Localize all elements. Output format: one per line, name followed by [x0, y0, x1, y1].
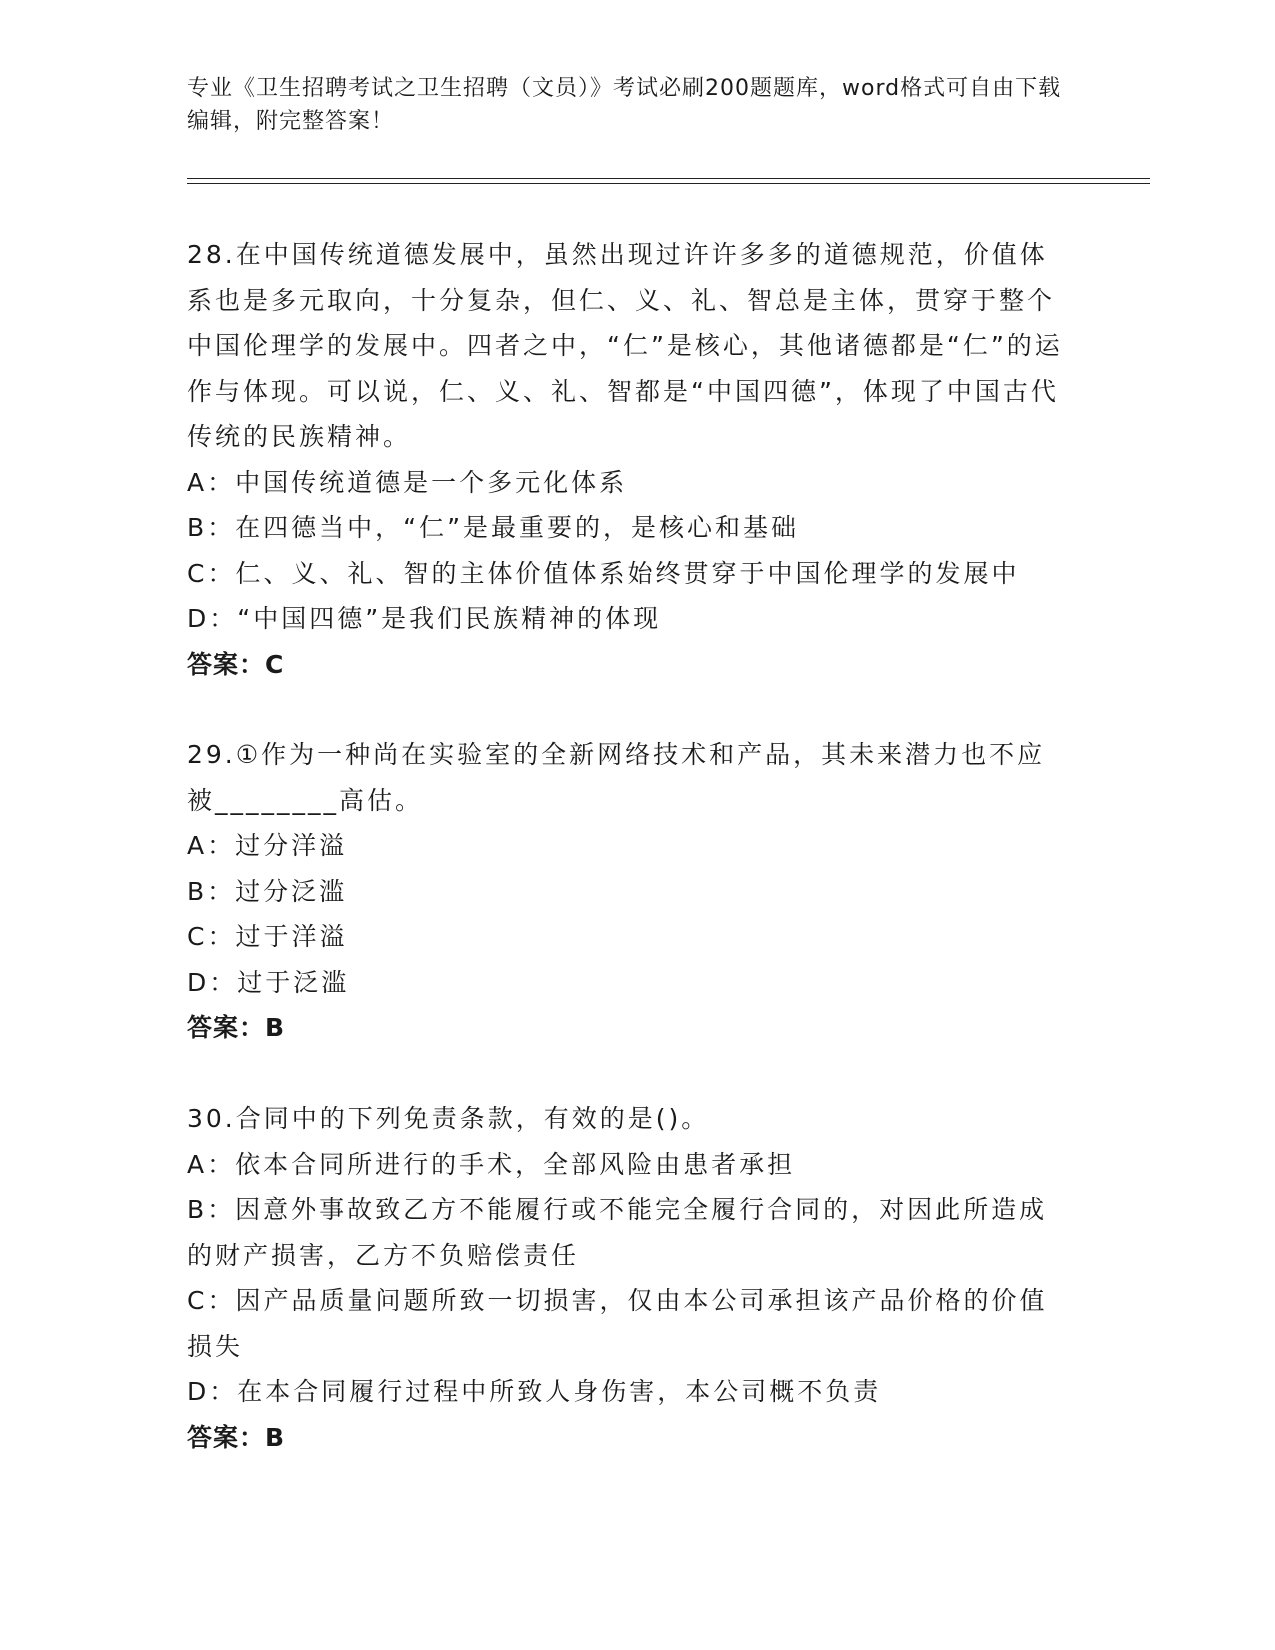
question-stem: 28.在中国传统道德发展中，虽然出现过许许多多的道德规范，价值体系也是多元取向，十分复杂，但仁、义、礼、智总是主体，贯穿于整个中国伦理学的发展中。四者之中，“仁”是核心，其他诸德都是“仁”的运作与体现。可以说，仁、义、礼、智都是“中国四德”，体现了中国古代传统的民族精神。: [187, 240, 1063, 451]
question-stem: 29.①作为一种尚在实验室的全新网络技术和产品，其未来潜力也不应被________高估。: [187, 740, 1046, 815]
answer: 答案：B: [187, 1422, 286, 1452]
header-divider-bottom: [187, 183, 1150, 184]
answer: 答案：C: [187, 649, 285, 679]
question-30: [187, 1096, 1067, 1460]
option-b: B：过分泛滥: [187, 876, 348, 906]
option-a: A：过分洋溢: [187, 831, 348, 860]
question-28: [187, 232, 1067, 687]
option-c: C：仁、义、礼、智的主体价值体系始终贯穿于中国伦理学的发展中: [187, 558, 1020, 588]
option-c: C：过于洋溢: [187, 922, 348, 951]
option-a: A：依本合同所进行的手术，全部风险由患者承担: [187, 1149, 796, 1179]
option-a: A：中国传统道德是一个多元化体系: [187, 467, 628, 497]
option-d: D：过于泛滥: [187, 967, 350, 997]
option-b: B：因意外事故致乙方不能履行或不能完全履行合同的，对因此所造成的财产损害，乙方不负赔偿责任: [187, 1195, 1048, 1270]
header-divider-top: [187, 178, 1150, 179]
option-d: D：在本合同履行过程中所致人身伤害，本公司概不负责: [187, 1377, 882, 1406]
option-c: C：因产品质量问题所致一切损害，仅由本公司承担该产品价格的价值损失: [187, 1286, 1048, 1361]
answer: 答案：B: [187, 1013, 286, 1042]
question-stem: 30.合同中的下列免责条款，有效的是()。: [187, 1104, 710, 1133]
document-header: 专业《卫生招聘考试之卫生招聘（文员）》考试必刷200题题库，word格式可自由下载编辑，附完整答案！: [187, 76, 1062, 134]
option-b: B：在四德当中，“仁”是最重要的，是核心和基础: [187, 513, 800, 542]
question-29: [187, 732, 1067, 1051]
option-d: D：“中国四德”是我们民族精神的体现: [187, 604, 662, 633]
